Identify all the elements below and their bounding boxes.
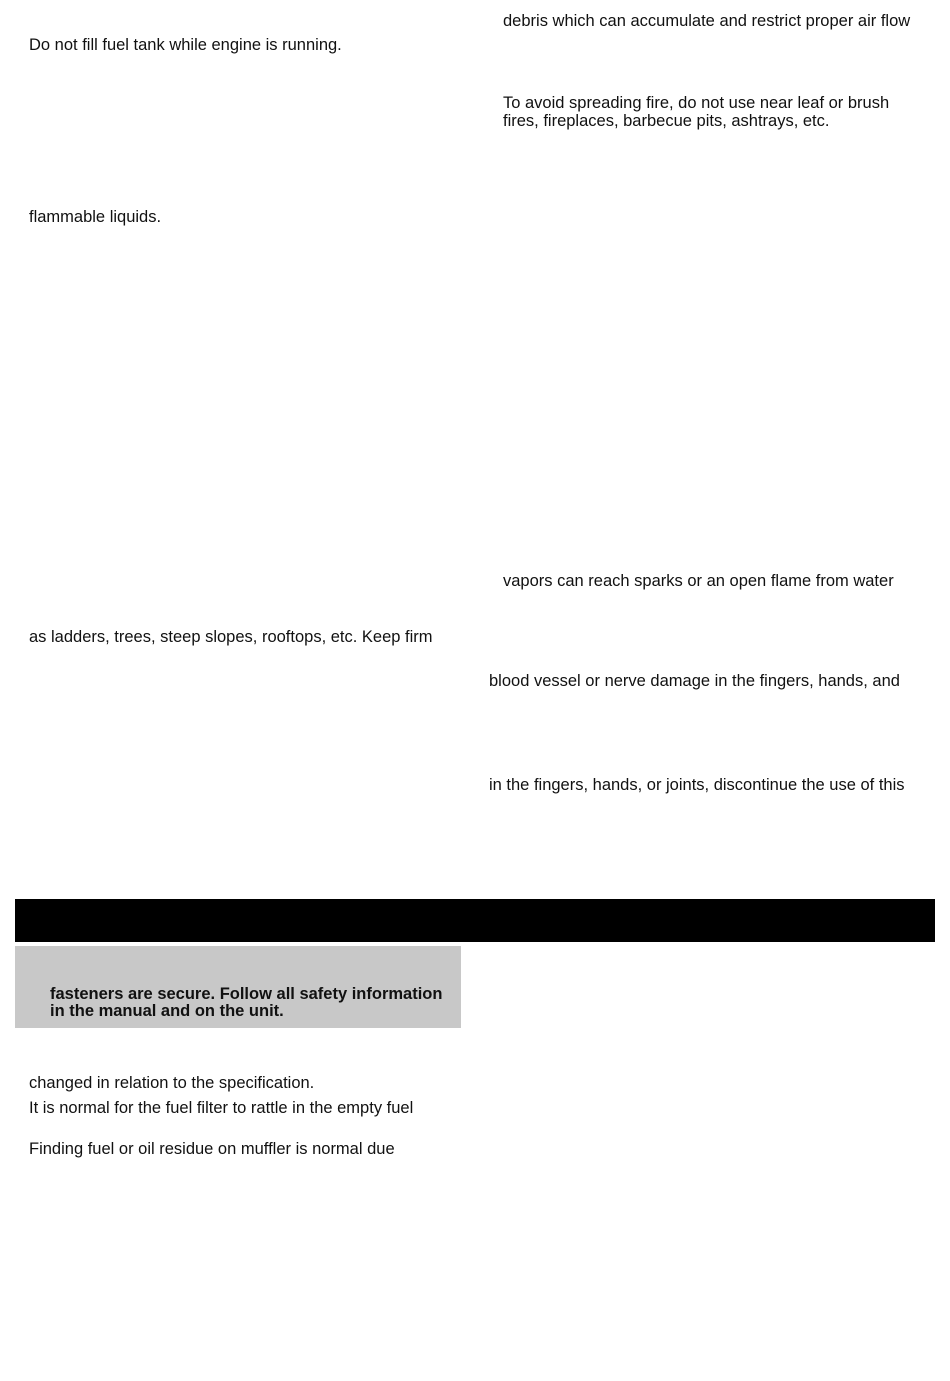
lower-text-line-2: It is normal for the fuel filter to rattle in the empty fuel: [29, 1099, 414, 1117]
notice-text: [50, 986, 442, 1020]
right-text-line-4: blood vessel or nerve damage in the fingers, hands, and: [489, 672, 900, 690]
notice-box: [15, 946, 461, 1028]
right-text-line-1: debris which can accumulate and restrict proper air flow: [503, 12, 911, 30]
left-text-line-1: Do not fill fuel tank while engine is running.: [29, 36, 342, 54]
left-text-line-2: flammable liquids.: [29, 208, 162, 226]
right-text-line-5: in the fingers, hands, or joints, discontinue the use of this: [489, 776, 905, 794]
right-text-line-2b: fires, fireplaces, barbecue pits, ashtrays, etc.: [503, 112, 830, 130]
lower-text-line-1: changed in relation to the specification.: [29, 1074, 315, 1092]
notice-line-1: fasteners are secure. Follow all safety information: [50, 985, 443, 1003]
section-header-bar: [15, 899, 935, 942]
left-text-line-3: as ladders, trees, steep slopes, rooftops, etc. Keep firm: [29, 628, 433, 646]
notice-line-2: in the manual and on the unit.: [50, 1002, 284, 1020]
right-text-line-3: vapors can reach sparks or an open flame from water: [503, 572, 894, 590]
lower-text-line-3: Finding fuel or oil residue on muffler is normal due: [29, 1140, 395, 1158]
right-text-line-2a: To avoid spreading fire, do not use near leaf or brush: [503, 94, 890, 112]
